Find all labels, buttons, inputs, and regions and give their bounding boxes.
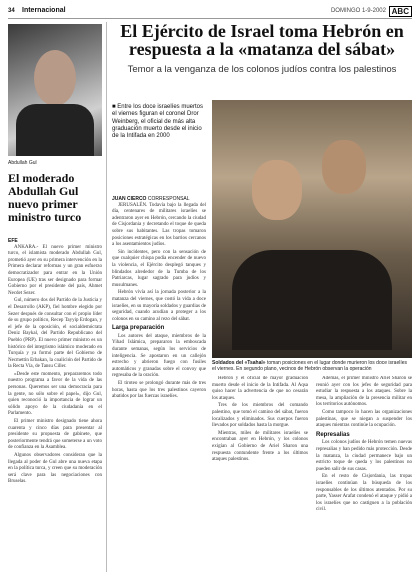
photo-figure [252,160,302,220]
page-header [8,6,412,19]
portrait-face [34,50,76,106]
page-number: 34 [8,8,15,14]
subtitle-represalias: Represalias [316,431,350,438]
article-column-2 [212,376,308,572]
sidebar-paragraph: ANKARA.- El nuevo primer ministro turco, el islamista moderado Abdullah Gul, prometió ayer en su primera intervención en la Primera declarar reformas y un gran esfuerzo democratizador para entrar en la Unión Europea (UE) tras ser designado para formar Gobierno por el presidente del país, Ahmet Necdet Sezer. [8,244,102,296]
sidebar-paragraph: «Desde este momento, prepararemos todo nuestro programa a favor de la vida de las personas. Queremos ser una democracia para la gente, no sólo sobre el papel», dijo Gul, quien reconoció la importancia de lograr un sólido apoyo de la ciudadanía en el Parlamento. [8,371,102,417]
section-name: Internacional [22,7,66,14]
sidebar-paragraph: El primer ministro designado tiene ahora cuarenta y cinco días para presentar al presidente su propuesta de gabinete, que posteriormente tendrá que someterse a un voto de confianza en la Asamblea. [8,419,102,451]
portrait-suit [16,104,94,156]
article-paragraph: Los colonos judíos de Hebrón temen nuevas represalias y han pedido más protección. Desde la matanza, la ciudad permanece bajo un estricto toque de queda y los palestinos no pueden salir de sus casas. [316,440,412,472]
article-paragraph: Mientras, miles de militares israelíes se encontraban ayer en Hebrón, y los colonos exigían al Gobierno de Ariel Sharon una respuesta contundente frente a los últimos ataques palestinos. [212,430,308,463]
article-column-3 [316,376,412,572]
article-paragraph: Hebrón y el oficial de mayor graduación muerto desde el inicio de la Intifada. Al Aqsa quiso hacer la advertencia de que no cesarán los ataques. [212,376,308,401]
issue-date: DOMINGO 1-9-2002 [330,8,386,14]
newspaper-logo: ABC [389,6,412,17]
article-paragraph: Sin incidentes, pero con la sensación de que cualquier chispa podía encender de nuevo la violencia, el Ejército desplegó tanques y blindados alrededor de la Tumba de los Patriarcas, lugar sagrado para judíos y musulmanes. [112,249,206,288]
lead-summary: ■ Entre los doce israelíes muertos el viernes figuran el coronel Dror Weinberg, el oficial de más alta graduación muerto desde el inicio de la Intifada en 2000 [112,104,204,140]
sidebar-paragraph: Algunos observadores consideran que la llegada al poder de Gul abre una nueva etapa en la política turca, y creen que su moderación será clave para las negociaciones con Bruselas. [8,453,102,485]
article-paragraph: Hebrón vivía así la jornada posterior a la matanza del viernes, que costó la vida a doce israelíes, en su mayoría soldados y guardias de seguridad, cuando acudían a proteger a los colonos en su camino al rezo del sábat. [112,290,206,322]
main-headline: El Ejército de Israel toma Hebrón en respuesta a la «matanza del sábat» [120,21,404,59]
photo-figure [232,250,392,350]
article-paragraph: Los autores del ataque, miembros de la Yihad Islámica, prepararon la emboscada durante semanas, según los servicios de inteligencia. Se apostaron en un callejón estrecho y abrieron fuego con fusiles automáticos y granadas sobre el convoy que regresaba de la oración. [112,333,206,379]
photo-caption: Soldados del «Tsahal» toman posiciones en el lugar donde murieron los doce israelíes el viernes. En segundo plano, vecinos de Hebrón observan la operación [212,360,408,372]
sidebar-article [8,238,102,574]
sidebar-paragraph: Gul, número dos del Partido de la Justicia y el Desarrollo (AKP), fiel hombre elegido por Sezer después de consultar con el propio líder de su grupo político, Recep Tayyip Erdogan, y el jefe de la oposición, el socialdemócrata Deniz Baykal, del Partido Republicano del Pueblo (PRP). El nuevo primer ministro es un histórico del integrismo islámico moderado en Turquía y ya formó parte del Gobierno de Necmettin Erbakan, la coalición del Partido de la Recta Vía, de Tansu Ciller. [8,298,102,370]
article-paragraph: Además, el primer ministro Ariel Sharon se reunió ayer con los jefes de seguridad para estudiar la respuesta a los ataques. Sobre la mesa, la ampliación de la presencia militar en los territorios autónomos. [316,376,412,408]
column-divider [106,22,107,572]
photo-figure [322,140,366,194]
bullet-icon: ■ [112,104,118,110]
portrait-photo [8,24,102,156]
article-paragraph: En el resto de Cisjordania, las tropas israelíes continúan la búsqueda de los responsables de los últimos atentados. Por su parte, Yasser Arafat condenó el ataque y pidió a los israelíes que no castiguen a la población civil. [316,474,412,513]
subtitle-larga-preparacion: Larga preparación [112,325,165,332]
news-photo [212,100,412,358]
article-column-1 [112,196,206,572]
main-subheadline: Temor a la venganza de los colonos judíos contra los palestinos [127,64,397,75]
article-paragraph: JERUSALÉN. Todavía bajo la llegada del día, centenares de militares israelíes se adentraron ayer en Hebrón, cercando la ciudad de Cisjordania y decretando el toque de queda sobre sus habitantes. Las tropas tomaron posiciones estratégicas en los barrios cercanos a los asentamientos judíos. [112,202,206,248]
article-paragraph: El tiroteo se prolongó durante más de tres horas, hasta que los tres palestinos cayeron abatidos por las fuerzas israelíes. [112,381,206,400]
sidebar-headline: El moderado Abdullah Gul nuevo primer ministro turco [8,171,82,224]
article-paragraph: Como tampoco lo hacen las organizaciones palestinas, que se niegan a suspender los ataques mientras continúe la ocupación. [316,409,412,429]
portrait-caption: Abdullah Gul [8,160,37,166]
byline-name: JUAN CIERCO [112,196,147,202]
article-paragraph: Tres de los miembros del comando palestino, que tomó el camino del sábat, fueron localizados y eliminados. Sus cuerpos fueron llevados por soldados hasta la morgue. [212,403,308,429]
byline-role: CORRESPONSAL [147,196,190,202]
sidebar-byline: EFE [8,238,18,244]
